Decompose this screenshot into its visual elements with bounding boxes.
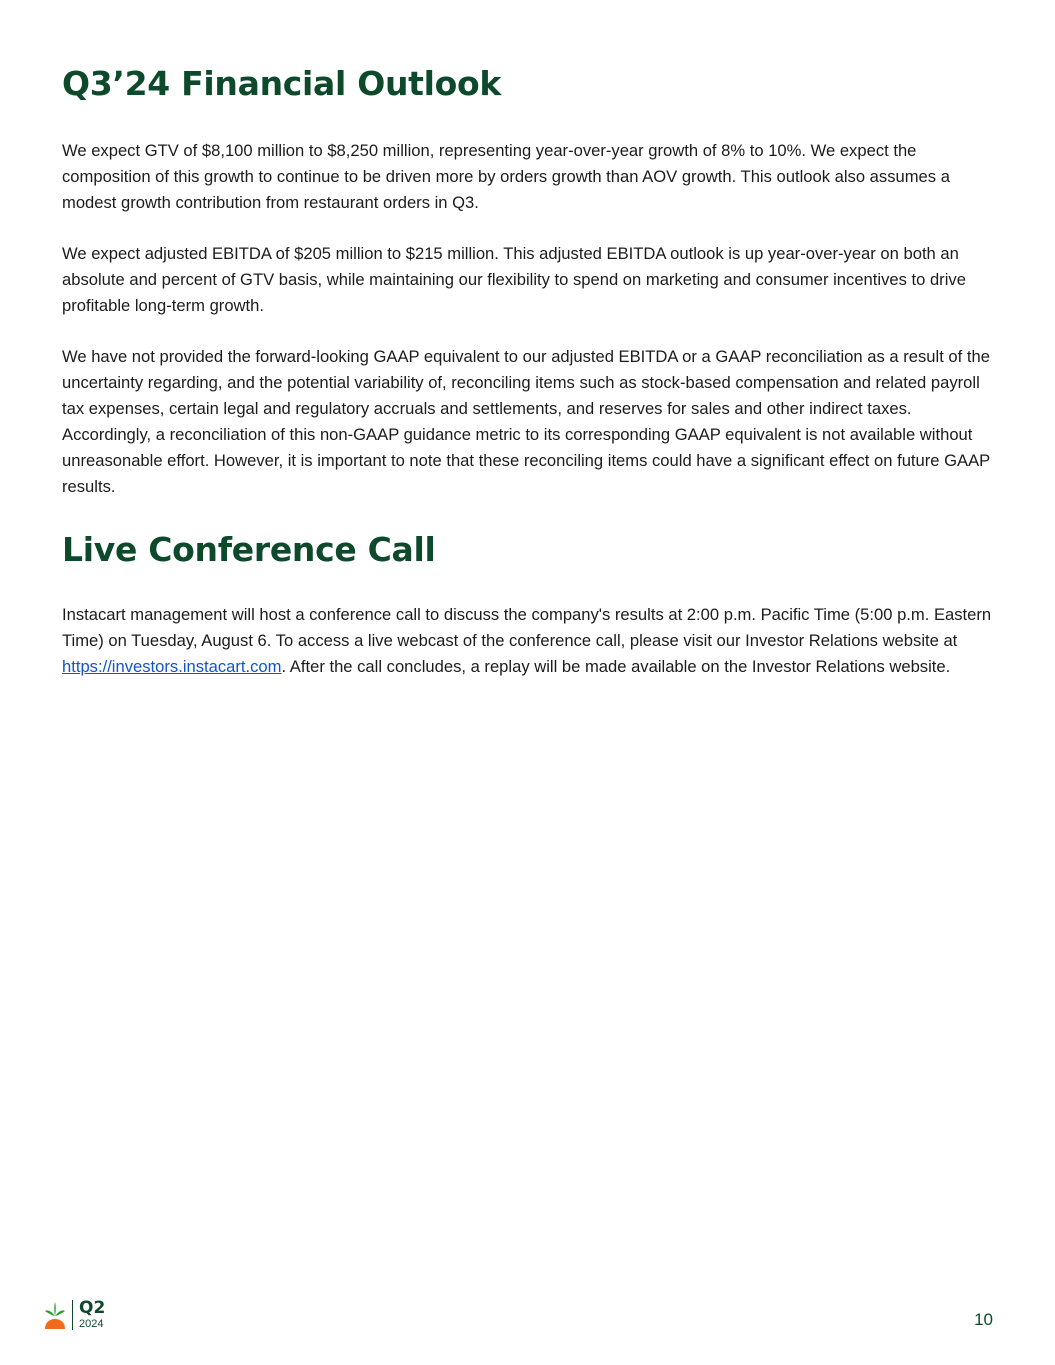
section-heading-financial-outlook: Q3’24 Financial Outlook	[62, 64, 502, 103]
carrot-logo-icon	[44, 1300, 66, 1330]
outlook-paragraph-ebitda: We expect adjusted EBITDA of $205 million to $215 million. This adjusted EBITDA outlook is up year-over-year on both an absolute and percent of GTV basis, while maintaining our flexibility to spend on marketing and consumer incentives to drive profitable long-term growth.	[62, 244, 966, 315]
investor-relations-link[interactable]: https://investors.instacart.com	[62, 657, 282, 676]
outlook-paragraph-gtv: We expect GTV of $8,100 million to $8,250 million, representing year-over-year growth of 8% to 10%. We expect the composition of this growth to continue to be driven more by orders growth than AOV growth. This outlook also assumes a modest growth contribution from restaurant orders in Q3.	[62, 141, 950, 212]
conference-call-text: Instacart management will host a conference call to discuss the company's results at 2:00 p.m. Pacific Time (5:00 p.m. Eastern Time) on Tuesday, August 6. To access a live webcast of the conference call, please visit our Investor Relations website at	[62, 605, 992, 650]
footer-quarter-label	[79, 1300, 105, 1330]
footer-divider	[72, 1300, 73, 1330]
footer-year: 2024	[79, 1318, 104, 1330]
page-number: 10	[974, 1310, 993, 1329]
outlook-paragraph-gaap: We have not provided the forward-looking GAAP equivalent to our adjusted EBITDA or a GAAP reconciliation as a result of the uncertainty regarding, and the potential variability of, reconciling items such as stock-based compensation and related payroll tax expenses, certain legal and regulatory accruals and settlements, and reserves for sales and other indirect taxes. Accordingly, a reconciliation of this non-GAAP guidance metric to its corresponding GAAP equivalent is not available without unreasonable effort. However, it is important to note that these reconciling items could have a significant effect on future GAAP results.	[62, 347, 990, 496]
section-heading-conference-call: Live Conference Call	[62, 530, 436, 569]
conference-call-paragraph	[62, 602, 992, 680]
conference-call-text-end: . After the call concludes, a replay will be made available on the Investor Relations website.	[281, 657, 951, 676]
footer-logo	[44, 1300, 105, 1330]
footer-quarter: Q2	[79, 1298, 106, 1318]
